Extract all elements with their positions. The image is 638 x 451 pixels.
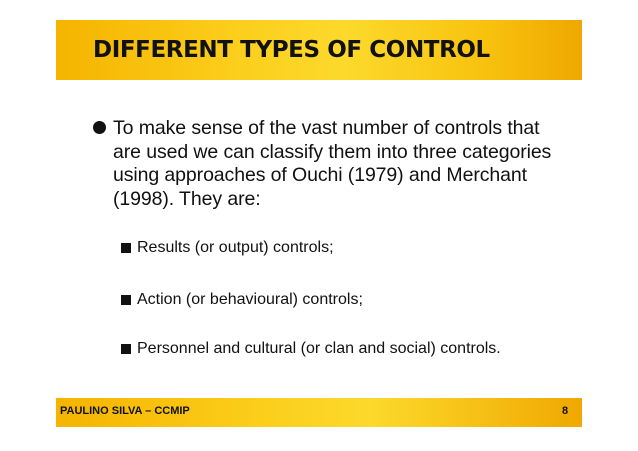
round-bullet-icon xyxy=(93,121,106,134)
square-bullet-icon xyxy=(121,295,131,305)
footer-author: PAULINO SILVA – CCMIP xyxy=(60,405,190,417)
main-bullet-text: To make sense of the vast number of controls that are used we can classify them into three categories using approaches of Ouchi (1979) and Merchant (1998). They are: xyxy=(113,117,552,210)
square-bullet-icon xyxy=(121,243,131,253)
square-bullet-icon xyxy=(121,344,131,354)
sub-bullet-text: Personnel and cultural (or clan and social) controls. xyxy=(137,340,501,357)
page-number: 8 xyxy=(562,405,569,417)
sub-bullet-text: Action (or behavioural) controls; xyxy=(137,291,363,308)
slide-title: DIFFERENT TYPES OF CONTROL xyxy=(93,37,490,63)
sub-bullet-text: Results (or output) controls; xyxy=(137,239,334,256)
